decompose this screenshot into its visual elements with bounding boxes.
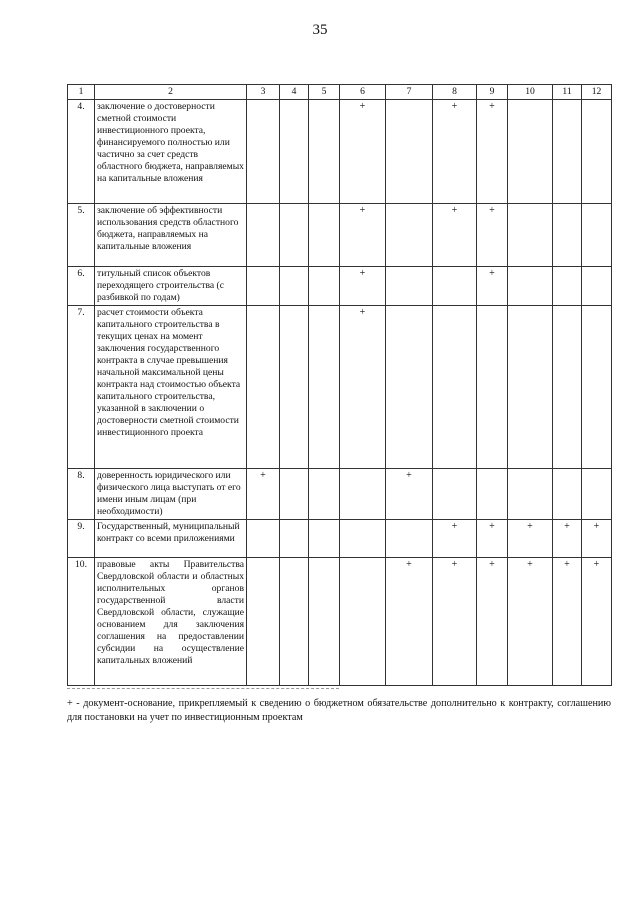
mark-cell: + xyxy=(508,558,553,686)
mark-cell xyxy=(386,306,433,469)
mark-cell xyxy=(553,267,582,306)
mark-cell xyxy=(582,204,612,267)
mark-cell: + xyxy=(477,520,508,558)
mark-cell xyxy=(433,306,477,469)
document-description: Государственный, муниципальный контракт со всеми приложениями xyxy=(95,520,247,558)
mark-cell xyxy=(508,100,553,204)
mark-cell xyxy=(582,469,612,520)
mark-cell xyxy=(280,558,309,686)
mark-cell xyxy=(340,469,386,520)
footnote-separator xyxy=(67,688,339,689)
mark-cell: + xyxy=(477,204,508,267)
mark-cell: + xyxy=(508,520,553,558)
column-header: 4 xyxy=(280,85,309,100)
row-number: 7. xyxy=(68,306,95,469)
mark-cell xyxy=(553,204,582,267)
mark-cell: + xyxy=(433,100,477,204)
mark-cell: + xyxy=(340,204,386,267)
mark-cell xyxy=(477,469,508,520)
mark-cell xyxy=(386,267,433,306)
mark-cell xyxy=(508,306,553,469)
mark-cell: + xyxy=(477,100,508,204)
mark-cell: + xyxy=(340,267,386,306)
column-header: 3 xyxy=(247,85,280,100)
column-header: 5 xyxy=(309,85,340,100)
document-description: доверенность юридического или физического лица выступать от его имени иным лицам (при необходимости) xyxy=(95,469,247,520)
mark-cell: + xyxy=(477,558,508,686)
mark-cell xyxy=(508,204,553,267)
column-header: 9 xyxy=(477,85,508,100)
mark-cell: + xyxy=(582,558,612,686)
mark-cell xyxy=(280,100,309,204)
mark-cell xyxy=(309,306,340,469)
mark-cell xyxy=(508,267,553,306)
row-number: 10. xyxy=(68,558,95,686)
table-row xyxy=(68,469,612,520)
document-description: заключение об эффективности использования средств областного бюджета, направляемых на капитальные вложения xyxy=(95,204,247,267)
mark-cell xyxy=(582,100,612,204)
column-header: 12 xyxy=(582,85,612,100)
mark-cell xyxy=(309,520,340,558)
mark-cell xyxy=(433,267,477,306)
table-row xyxy=(68,306,612,469)
mark-cell: + xyxy=(433,558,477,686)
mark-cell xyxy=(386,520,433,558)
mark-cell xyxy=(309,267,340,306)
mark-cell: + xyxy=(247,469,280,520)
documents-table xyxy=(67,84,612,686)
mark-cell: + xyxy=(582,520,612,558)
table-row xyxy=(68,520,612,558)
table-header-row xyxy=(68,85,612,100)
mark-cell xyxy=(553,306,582,469)
footnote: + - документ-основание, прикрепляемый к сведению о бюджетном обязательстве дополнительно к контракту, соглашению для постановки на учет по инвестиционным проектам xyxy=(67,698,611,723)
mark-cell xyxy=(247,558,280,686)
mark-cell: + xyxy=(477,267,508,306)
mark-cell: + xyxy=(386,558,433,686)
mark-cell xyxy=(280,204,309,267)
row-number: 4. xyxy=(68,100,95,204)
column-header: 11 xyxy=(553,85,582,100)
mark-cell: + xyxy=(340,306,386,469)
table-row xyxy=(68,100,612,204)
mark-cell xyxy=(247,306,280,469)
mark-cell xyxy=(582,306,612,469)
table-row xyxy=(68,558,612,686)
mark-cell xyxy=(309,204,340,267)
mark-cell xyxy=(247,520,280,558)
mark-cell xyxy=(309,469,340,520)
mark-cell: + xyxy=(340,100,386,204)
page-number: 35 xyxy=(312,22,328,38)
column-header: 1 xyxy=(68,85,95,100)
mark-cell xyxy=(508,469,553,520)
mark-cell: + xyxy=(553,520,582,558)
mark-cell xyxy=(280,520,309,558)
mark-cell xyxy=(280,267,309,306)
mark-cell xyxy=(247,100,280,204)
mark-cell xyxy=(553,469,582,520)
table-row xyxy=(68,204,612,267)
mark-cell xyxy=(280,469,309,520)
column-header: 10 xyxy=(508,85,553,100)
mark-cell xyxy=(477,306,508,469)
column-header: 7 xyxy=(386,85,433,100)
mark-cell xyxy=(582,267,612,306)
mark-cell xyxy=(386,204,433,267)
mark-cell xyxy=(386,100,433,204)
mark-cell xyxy=(340,558,386,686)
mark-cell xyxy=(280,306,309,469)
row-number: 8. xyxy=(68,469,95,520)
mark-cell xyxy=(340,520,386,558)
document-description: заключение о достоверности сметной стоимости инвестиционного проекта, финансируемого полностью или частично за счет средств областного бюджета, направляемых на капитальные вложения xyxy=(95,100,247,204)
document-description: расчет стоимости объекта капитального строительства в текущих ценах на момент заключения государственного контракта в случае превышения начальной максимальной цены контракта над стоимостью объекта капитального строительства, указанной в заключении о достоверности сметной стоимости инвестиционного проекта xyxy=(95,306,247,469)
mark-cell xyxy=(247,204,280,267)
column-header: 8 xyxy=(433,85,477,100)
column-header: 2 xyxy=(95,85,247,100)
row-number: 6. xyxy=(68,267,95,306)
mark-cell xyxy=(309,100,340,204)
row-number: 9. xyxy=(68,520,95,558)
document-description: титульный список объектов переходящего строительства (с разбивкой по годам) xyxy=(95,267,247,306)
mark-cell: + xyxy=(433,520,477,558)
mark-cell: + xyxy=(386,469,433,520)
mark-cell: + xyxy=(433,204,477,267)
column-header: 6 xyxy=(340,85,386,100)
document-description: правовые акты Правительства Свердловской области и областных исполнительных органов государственной власти Свердловской области, служащие основанием для заключения соглашения на предоставлении субсидии на осуществление капитальных вложений xyxy=(95,558,247,686)
table-row xyxy=(68,267,612,306)
mark-cell xyxy=(309,558,340,686)
mark-cell xyxy=(553,100,582,204)
mark-cell: + xyxy=(553,558,582,686)
mark-cell xyxy=(433,469,477,520)
mark-cell xyxy=(247,267,280,306)
row-number: 5. xyxy=(68,204,95,267)
